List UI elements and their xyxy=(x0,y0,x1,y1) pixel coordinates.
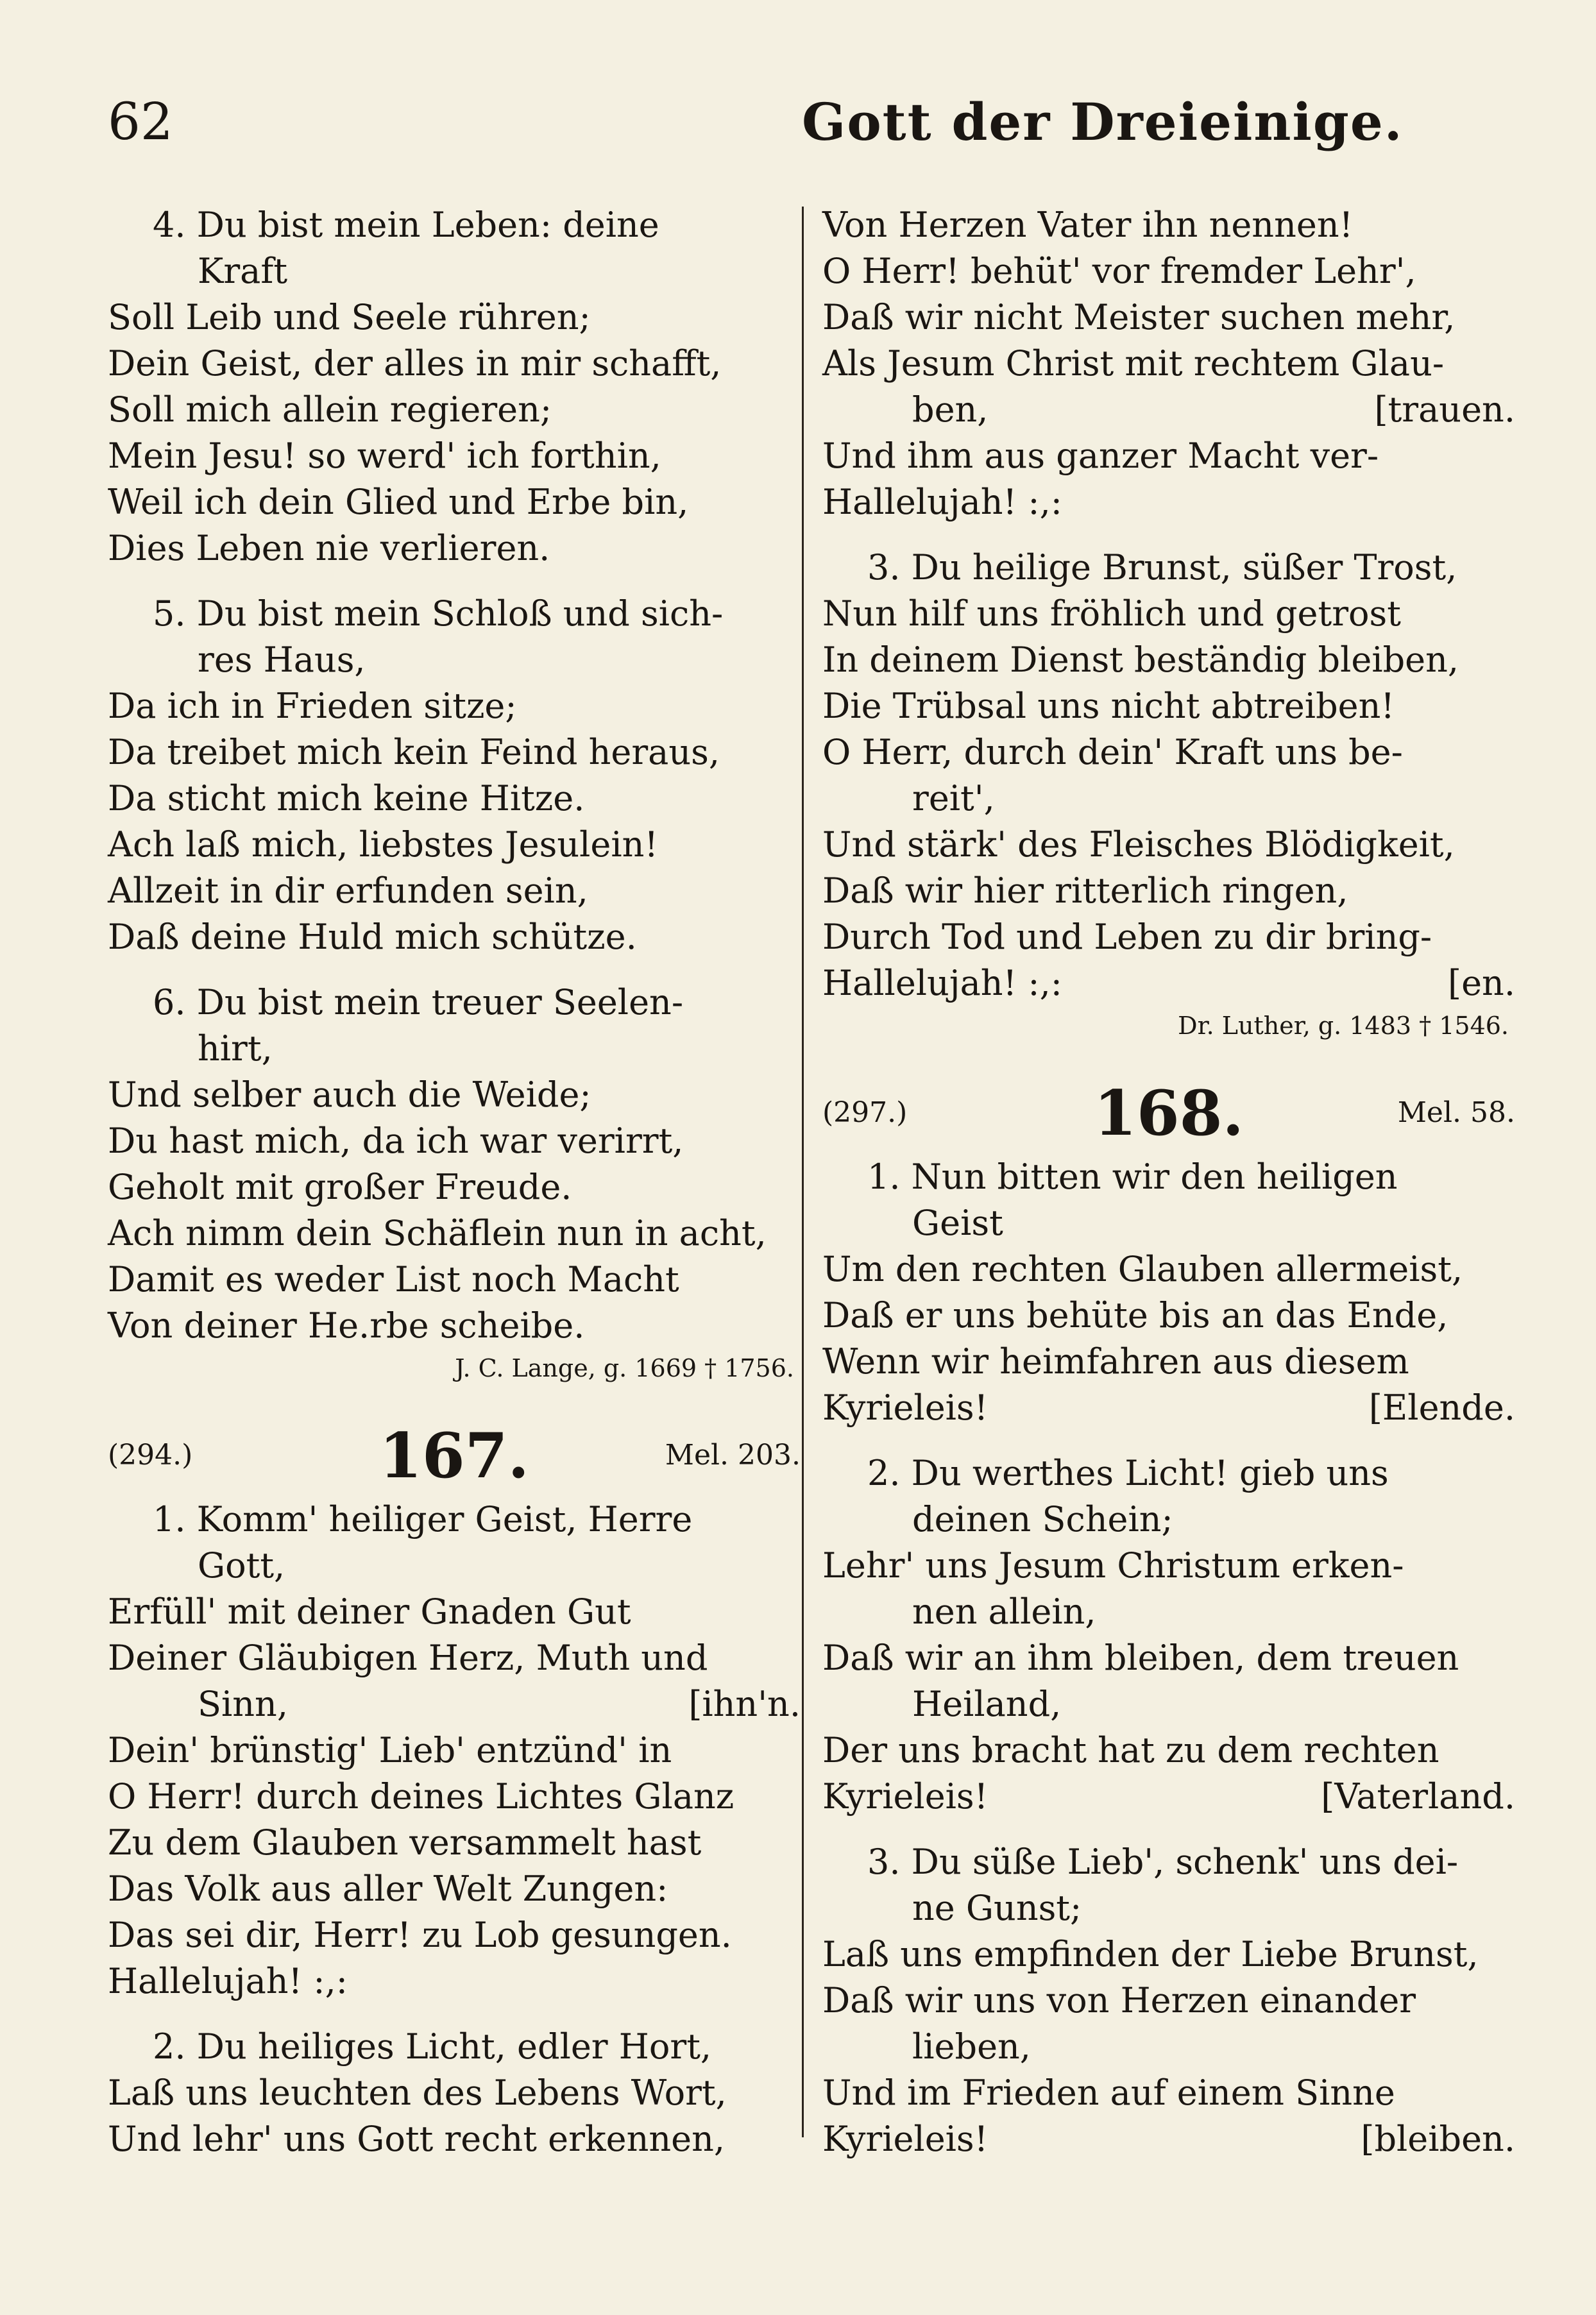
verse-line-text: Daß wir uns von Herzen einander xyxy=(822,1980,1416,2021)
verse-line xyxy=(822,1774,1515,1820)
verse-gap xyxy=(822,1820,1515,1839)
verse-line xyxy=(822,637,1515,683)
hymn-167-verses xyxy=(108,1497,801,2162)
verse-line-text: Hallelujah! :,: xyxy=(822,963,1062,1003)
verse-line xyxy=(108,294,801,341)
verse-line-text: In deinem Dienst beständig bleiben, xyxy=(822,640,1459,680)
verse-line-text: 2. Du werthes Licht! gieb uns xyxy=(867,1453,1389,1493)
verse-line xyxy=(822,1931,1515,1978)
verse-line-text: Und stärk' des Fleisches Blödigkeit, xyxy=(822,824,1455,865)
verse-line xyxy=(822,248,1515,294)
verse-line-text: Das Volk aus aller Welt Zungen: xyxy=(108,1869,668,1909)
verse-line xyxy=(108,525,801,572)
verse-line xyxy=(108,1497,801,1543)
verse-line xyxy=(822,545,1515,591)
hymn-168-number: 168. xyxy=(1094,1077,1244,1149)
verse-line-text: Kyrieleis! xyxy=(822,2119,989,2159)
verse-line xyxy=(822,1154,1515,1200)
verse-line xyxy=(822,1293,1515,1339)
verse-line-text: Weil ich dein Glied und Erbe bin, xyxy=(108,482,689,522)
verse-line-text: Ach laß mich, liebstes Jesulein! xyxy=(108,824,659,865)
verse-line-text: 6. Du bist mein treuer Seelen- xyxy=(153,982,684,1022)
hymn-167-attribution: Dr. Luther, g. 1483 † 1546. xyxy=(1178,1012,1509,1040)
verse-line xyxy=(108,637,801,683)
verse-line xyxy=(822,1885,1515,1931)
verse-line-text: Erfüll' mit deiner Gnaden Gut xyxy=(108,1591,631,1632)
verse-line xyxy=(822,1589,1515,1635)
verse-line-text: Lehr' uns Jesum Christum erken- xyxy=(822,1545,1404,1586)
verse-line-text: Durch Tod und Leben zu dir bring- xyxy=(822,917,1432,957)
verse-line-text: Du hast mich, da ich war verirrt, xyxy=(108,1121,684,1161)
verse-line-text: Sinn, xyxy=(198,1684,288,1724)
verse-gap xyxy=(108,572,801,591)
hymn-166-attribution: J. C. Lange, g. 1669 † 1756. xyxy=(455,1354,794,1382)
verse-gap xyxy=(822,1431,1515,1450)
verse-line xyxy=(108,1912,801,1958)
verse-line-text: Kyrieleis! xyxy=(822,1387,989,1428)
verse-line-text: Und lehr' uns Gott recht erkennen, xyxy=(108,2119,726,2159)
verse-line-text: Mein Jesu! so werd' ich forthin, xyxy=(108,436,661,476)
verse-line xyxy=(822,387,1515,433)
verse-line xyxy=(108,1589,801,1635)
hymn-168-header xyxy=(822,1071,1515,1154)
verse-line xyxy=(108,1072,801,1118)
verse-line-text: Wenn wir heimfahren aus diesem xyxy=(822,1341,1409,1382)
verse-line-text: Daß deine Huld mich schütze. xyxy=(108,917,637,957)
verse-line-turnover: [bleiben. xyxy=(1361,2119,1515,2159)
verse-line xyxy=(108,868,801,914)
verse-line xyxy=(822,202,1515,248)
verse-line xyxy=(108,729,801,776)
verse-line-text: Heiland, xyxy=(912,1684,1062,1724)
verse-line xyxy=(108,341,801,387)
verse-line xyxy=(822,1450,1515,1497)
verse-line-text: Kraft xyxy=(198,251,288,291)
verse-line xyxy=(822,1543,1515,1589)
running-title: Gott der Dreieinige. xyxy=(802,92,1404,152)
verse-line xyxy=(108,683,801,729)
verse-line xyxy=(108,1303,801,1349)
verse-line-text: hirt, xyxy=(198,1028,273,1069)
verse-line xyxy=(108,1958,801,2005)
verse-line-text: ne Gunst; xyxy=(912,1888,1082,1928)
verse-line-text: Dein' brünstig' Lieb' entzünd' in xyxy=(108,1730,672,1770)
verse-line-text: Von deiner He.rbe scheibe. xyxy=(108,1305,585,1346)
verse-line xyxy=(108,202,801,248)
verse-line xyxy=(822,1385,1515,1431)
verse-line-text: lieben, xyxy=(912,2026,1031,2067)
hymn-167-header xyxy=(108,1413,801,1497)
verse-line-text: nen allein, xyxy=(912,1591,1096,1632)
verse-line xyxy=(108,1820,801,1866)
verse-line xyxy=(822,1978,1515,2024)
hymn-167-verses-cont xyxy=(822,202,1515,1006)
verse-line-text: Dein Geist, der alles in mir schafft, xyxy=(108,343,722,384)
verse-line xyxy=(822,1497,1515,1543)
verse-line-text: Von Herzen Vater ihn nennen! xyxy=(822,205,1354,245)
verse-line xyxy=(108,479,801,525)
verse-line xyxy=(822,776,1515,822)
verse-line xyxy=(108,2024,801,2070)
verse-line-text: O Herr! behüt' vor fremder Lehr', xyxy=(822,251,1416,291)
verse-line-text: Geist xyxy=(912,1203,1003,1243)
verse-line xyxy=(822,960,1515,1006)
verse-line-text: Um den rechten Glauben allermeist, xyxy=(822,1249,1463,1289)
hymn-168-verses xyxy=(822,1154,1515,2162)
hymn-167-ref: (294.) xyxy=(108,1439,193,1471)
verse-line xyxy=(822,1681,1515,1727)
verse-line xyxy=(108,387,801,433)
verse-line xyxy=(822,2116,1515,2162)
verse-line xyxy=(822,591,1515,637)
verse-line-text: Daß wir hier ritterlich ringen, xyxy=(822,870,1348,911)
verse-line-text: Soll Leib und Seele rühren; xyxy=(108,297,591,337)
hymn-167-number: 167. xyxy=(379,1420,529,1492)
verse-line-turnover: [Elende. xyxy=(1368,1387,1515,1428)
verse-line-text: Hallelujah! :,: xyxy=(822,482,1062,522)
verse-line-text: Ach nimm dein Schäflein nun in acht, xyxy=(108,1213,767,1253)
verse-line xyxy=(822,341,1515,387)
verse-line xyxy=(822,2070,1515,2116)
verse-line xyxy=(822,683,1515,729)
page-header xyxy=(0,83,1596,160)
verse-line xyxy=(108,2070,801,2116)
verse-line xyxy=(108,914,801,960)
verse-line-turnover: [en. xyxy=(1448,963,1515,1003)
verse-line-text: reit', xyxy=(912,778,995,818)
verse-line xyxy=(108,2116,801,2162)
verse-line-text: Soll mich allein regieren; xyxy=(108,389,552,430)
verse-line-text: deinen Schein; xyxy=(912,1499,1173,1539)
verse-line xyxy=(108,1681,801,1727)
verse-line-text: Allzeit in dir erfunden sein, xyxy=(108,870,588,911)
verse-line-text: Geholt mit großer Freude. xyxy=(108,1167,572,1207)
verse-line xyxy=(822,1246,1515,1293)
verse-line xyxy=(822,2024,1515,2070)
verse-line-text: Laß uns leuchten des Lebens Wort, xyxy=(108,2073,727,2113)
verse-line-text: Nun hilf uns fröhlich und getrost xyxy=(822,593,1401,634)
verse-line-text: Daß wir an ihm bleiben, dem treuen xyxy=(822,1638,1459,1678)
verse-line-text: Da sticht mich keine Hitze. xyxy=(108,778,585,818)
verse-line xyxy=(822,433,1515,479)
verse-line-text: Gott, xyxy=(198,1545,285,1586)
verse-line xyxy=(108,433,801,479)
verse-line xyxy=(108,1543,801,1589)
verse-line xyxy=(822,729,1515,776)
verse-line xyxy=(108,248,801,294)
verse-line xyxy=(108,1026,801,1072)
verse-line xyxy=(822,1727,1515,1774)
right-column xyxy=(822,202,1515,2162)
verse-line xyxy=(822,868,1515,914)
verse-line-turnover: [trauen. xyxy=(1374,389,1515,430)
verse-line-text: Daß wir nicht Meister suchen mehr, xyxy=(822,297,1456,337)
column-divider xyxy=(802,207,804,2137)
verse-line xyxy=(108,1210,801,1257)
verse-line-text: Zu dem Glauben versammelt hast xyxy=(108,1822,702,1863)
verse-line xyxy=(108,1727,801,1774)
verse-line-text: Daß er uns behüte bis an das Ende, xyxy=(822,1295,1448,1336)
verse-gap xyxy=(108,2005,801,2024)
verse-line-text: 4. Du bist mein Leben: deine xyxy=(153,205,659,245)
verse-line-text: O Herr, durch dein' Kraft uns be- xyxy=(822,732,1403,772)
verse-line-text: 3. Du heilige Brunst, süßer Trost, xyxy=(867,547,1457,588)
verse-gap xyxy=(822,525,1515,545)
verse-line-text: Der uns bracht hat zu dem rechten xyxy=(822,1730,1439,1770)
verse-line-text: Dies Leben nie verlieren. xyxy=(108,528,550,568)
hymn-168-ref: (297.) xyxy=(822,1096,908,1129)
verse-line-text: ben, xyxy=(912,389,989,430)
verse-line-text: Und im Frieden auf einem Sinne xyxy=(822,2073,1395,2113)
verse-line-turnover: [ihn'n. xyxy=(688,1684,801,1724)
page-number: 62 xyxy=(108,92,173,151)
verse-line xyxy=(108,822,801,868)
hymn-168-melody: Mel. 58. xyxy=(1397,1096,1515,1129)
verse-line-text: Da ich in Frieden sitze; xyxy=(108,686,517,726)
verse-line-turnover: [Vaterland. xyxy=(1321,1776,1515,1817)
verse-line xyxy=(822,914,1515,960)
verse-line-text: Und ihm aus ganzer Macht ver- xyxy=(822,436,1379,476)
hymn-167-melody: Mel. 203. xyxy=(665,1439,801,1471)
verse-line-text: Das sei dir, Herr! zu Lob gesungen. xyxy=(108,1915,732,1955)
verse-line xyxy=(822,1200,1515,1246)
verse-line xyxy=(108,1257,801,1303)
verse-line-text: 5. Du bist mein Schloß und sich- xyxy=(153,593,724,634)
verse-line xyxy=(108,1866,801,1912)
verse-line-text: res Haus, xyxy=(198,640,366,680)
verse-line-text: Kyrieleis! xyxy=(822,1776,989,1817)
verse-line xyxy=(822,822,1515,868)
verse-line-text: Deiner Gläubigen Herz, Muth und xyxy=(108,1638,708,1678)
verse-line xyxy=(108,591,801,637)
hymn-166-verses xyxy=(108,202,801,1349)
verse-line-text: Damit es weder List noch Macht xyxy=(108,1259,679,1300)
verse-line-text: Und selber auch die Weide; xyxy=(108,1074,591,1115)
verse-line-text: 3. Du süße Lieb', schenk' uns dei- xyxy=(867,1842,1459,1882)
verse-line xyxy=(822,294,1515,341)
verse-line-text: Hallelujah! :,: xyxy=(108,1961,348,2001)
verse-line xyxy=(822,1839,1515,1885)
verse-line xyxy=(822,1635,1515,1681)
verse-line xyxy=(108,1164,801,1210)
verse-line xyxy=(108,1635,801,1681)
verse-line-text: Laß uns empfinden der Liebe Brunst, xyxy=(822,1934,1479,1974)
verse-line-text: Die Trübsal uns nicht abtreiben! xyxy=(822,686,1395,726)
verse-line xyxy=(108,1118,801,1164)
verse-gap xyxy=(108,960,801,979)
verse-line-text: 1. Nun bitten wir den heiligen xyxy=(867,1157,1398,1197)
verse-line xyxy=(822,1339,1515,1385)
verse-line-text: 2. Du heiliges Licht, edler Hort, xyxy=(153,2026,712,2067)
verse-line-text: O Herr! durch deines Lichtes Glanz xyxy=(108,1776,734,1817)
verse-line xyxy=(822,479,1515,525)
verse-line-text: Als Jesum Christ mit rechtem Glau- xyxy=(822,343,1445,384)
verse-line-text: 1. Komm' heiliger Geist, Herre xyxy=(153,1499,693,1539)
verse-line xyxy=(108,776,801,822)
verse-line-text: Da treibet mich kein Feind heraus, xyxy=(108,732,720,772)
verse-line xyxy=(108,979,801,1026)
left-column xyxy=(108,202,801,2162)
verse-line xyxy=(108,1774,801,1820)
